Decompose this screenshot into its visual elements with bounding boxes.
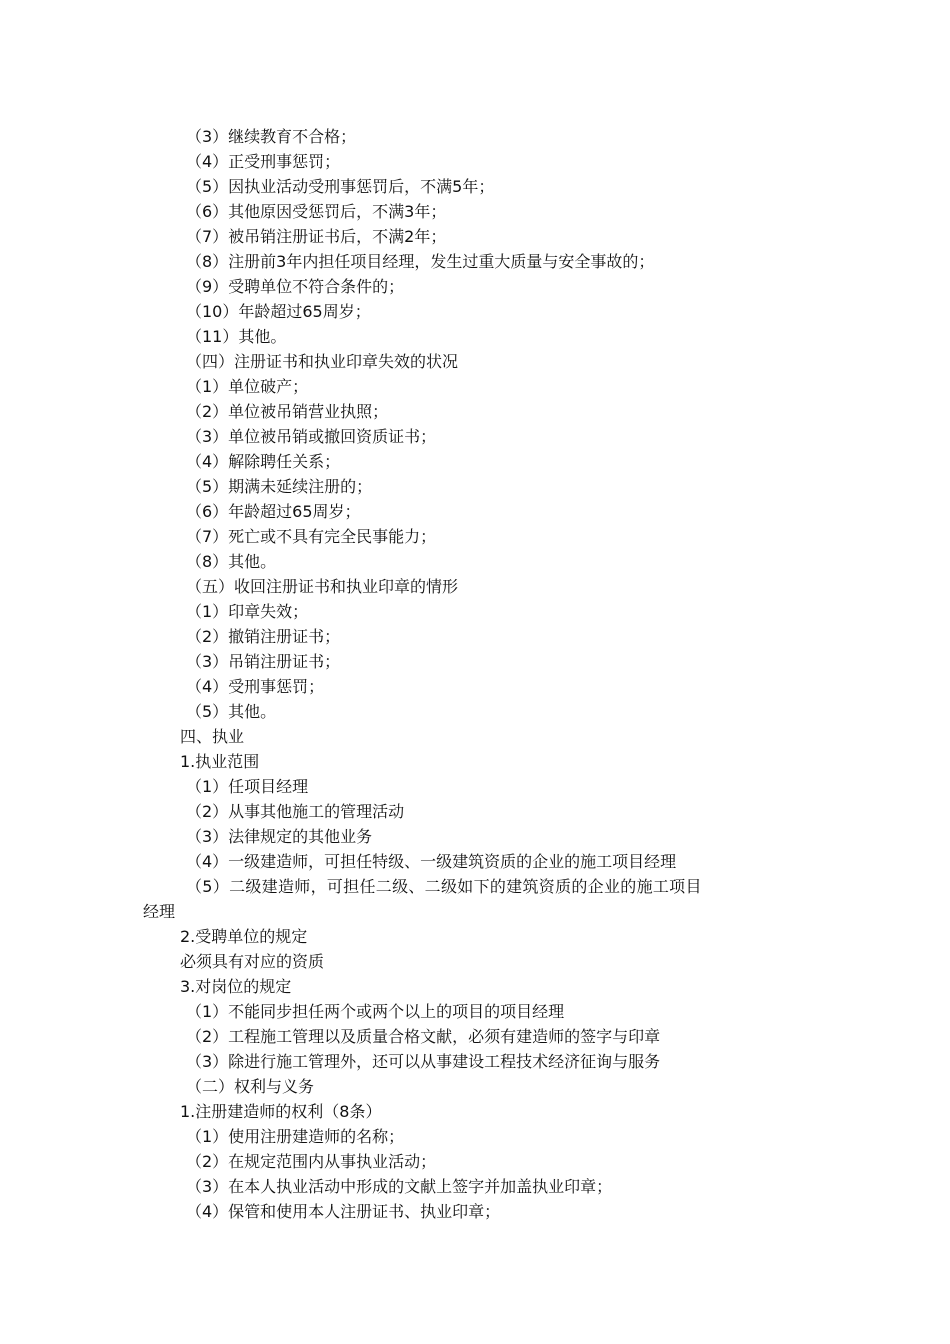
document-body [0,124,950,1224]
text-line: （4）正受刑事惩罚； [186,152,341,171]
text-line: （5）期满未延续注册的； [186,477,373,496]
text-line-continuation: 经理 [143,902,176,921]
subsection-heading: 1.执业范围 [180,752,260,771]
text-line: （1）任项目经理 [186,777,309,796]
text-line: （3）法律规定的其他业务 [186,827,373,846]
section-heading: （二）权利与义务 [186,1077,315,1096]
text-line: （7）被吊销注册证书后，不满2年； [186,227,447,246]
text-line: （3）单位被吊销或撤回资质证书； [186,427,437,446]
text-line: （5）其他。 [186,702,277,721]
text-line: （10）年龄超过65周岁； [186,302,371,321]
section-heading: （四）注册证书和执业印章失效的状况 [186,352,459,371]
text-line: （1）不能同步担任两个或两个以上的项目的项目经理 [186,1002,565,1021]
text-line: （8）其他。 [186,552,277,571]
text-line: （3）在本人执业活动中形成的文献上签字并加盖执业印章； [186,1177,613,1196]
text-line: （6）年龄超过65周岁； [186,502,361,521]
text-line: （4）保管和使用本人注册证书、执业印章； [186,1202,501,1221]
text-line: （1）单位破产； [186,377,309,396]
subsection-heading: 2.受聘单位的规定 [180,927,308,946]
chapter-heading: 四、执业 [180,727,245,746]
text-line: （11）其他。 [186,327,287,346]
text-line: （4）一级建造师，可担任特级、一级建筑资质的企业的施工项目经理 [186,852,677,871]
text-line: （6）其他原因受惩罚后，不满3年； [186,202,447,221]
text-line: （2）撤销注册证书； [186,627,341,646]
text-line: （5）二级建造师，可担任二级、二级如下的建筑资质的企业的施工项目 [186,877,702,896]
text-line: （9）受聘单位不符合条件的； [186,277,405,296]
text-line: （1）印章失效； [186,602,309,621]
text-line: （2）在规定范围内从事执业活动； [186,1152,437,1171]
text-line: （2）单位被吊销营业执照； [186,402,389,421]
text-line: （8）注册前3年内担任项目经理，发生过重大质量与安全事故的； [186,252,655,271]
text-line: （4）解除聘任关系； [186,452,341,471]
text-line: （2）工程施工管理以及质量合格文献，必须有建造师的签字与印章 [186,1027,661,1046]
text-line: （3）吊销注册证书； [186,652,341,671]
text-line: （4）受刑事惩罚； [186,677,325,696]
section-heading: （五）收回注册证书和执业印章的情形 [186,577,459,596]
text-line: （7）死亡或不具有完全民事能力； [186,527,437,546]
text-line: （3）继续教育不合格； [186,127,357,146]
text-line: （2）从事其他施工的管理活动 [186,802,405,821]
subsection-heading: 1.注册建造师的权利（8条） [180,1102,382,1121]
text-line: （1）使用注册建造师的名称； [186,1127,405,1146]
subsection-heading: 3.对岗位的规定 [180,977,292,996]
text-line: （5）因执业活动受刑事惩罚后，不满5年； [186,177,495,196]
text-line: 必须具有对应的资质 [180,952,325,971]
text-line: （3）除进行施工管理外，还可以从事建设工程技术经济征询与服务 [186,1052,661,1071]
